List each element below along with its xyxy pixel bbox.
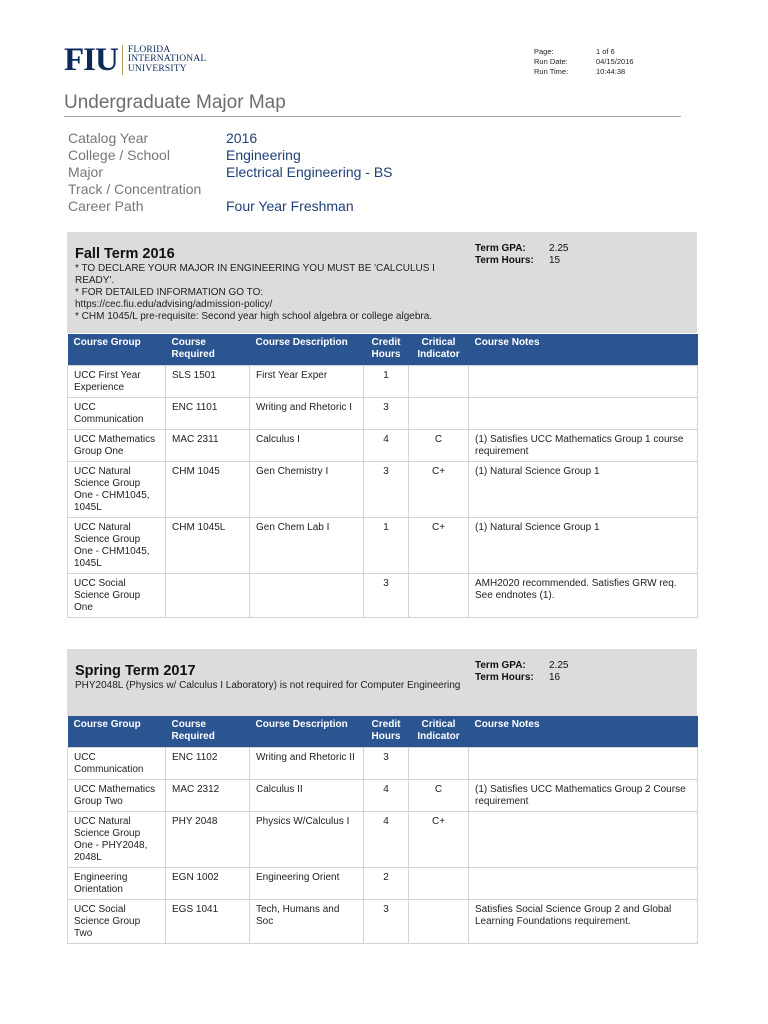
course-notes bbox=[469, 365, 698, 397]
course-required: CHM 1045 bbox=[166, 461, 250, 517]
logo-mark: FIU bbox=[64, 42, 118, 78]
course-required: PHY 2048 bbox=[166, 811, 250, 867]
detail-value: 2016 bbox=[226, 130, 258, 146]
term-header-spring bbox=[67, 649, 697, 716]
table-row bbox=[68, 461, 698, 517]
term-gpa bbox=[475, 243, 568, 255]
term-title: Fall Term 2016 bbox=[75, 246, 175, 262]
course-description: Writing and Rhetoric II bbox=[250, 747, 364, 779]
course-required: MAC 2311 bbox=[166, 429, 250, 461]
column-header: Course Group bbox=[68, 716, 166, 747]
term-hours bbox=[475, 255, 568, 267]
course-description bbox=[250, 573, 364, 617]
table-row bbox=[68, 365, 698, 397]
course-description: Tech, Humans and Soc bbox=[250, 899, 364, 943]
term-gpa-label: Term GPA: bbox=[475, 243, 526, 254]
run-info-value: 04/15/2016 bbox=[596, 57, 634, 66]
course-group: UCC Communication bbox=[68, 397, 166, 429]
course-required: EGN 1002 bbox=[166, 867, 250, 899]
table-row bbox=[68, 867, 698, 899]
run-info-row bbox=[534, 47, 634, 57]
course-required: EGS 1041 bbox=[166, 899, 250, 943]
critical-indicator: C+ bbox=[409, 517, 469, 573]
column-header: Credit Hours bbox=[364, 334, 409, 365]
logo-wordmark bbox=[128, 46, 207, 75]
course-table-spring bbox=[67, 716, 698, 944]
column-header: Course Required bbox=[166, 716, 250, 747]
detail-value: Four Year Freshman bbox=[226, 198, 354, 214]
term-note: * FOR DETAILED INFORMATION GO TO: bbox=[75, 287, 264, 298]
term-gpa bbox=[475, 660, 568, 672]
run-info-value: 1 of 6 bbox=[596, 47, 615, 56]
page-title: Undergraduate Major Map bbox=[64, 92, 286, 113]
course-group: UCC Communication bbox=[68, 747, 166, 779]
course-description: Gen Chemistry I bbox=[250, 461, 364, 517]
credit-hours: 1 bbox=[364, 517, 409, 573]
term-hours-value: 15 bbox=[549, 255, 561, 266]
term-hours-value: 16 bbox=[549, 672, 561, 683]
logo-line: FLORIDA bbox=[127, 44, 171, 55]
column-header: Course Notes bbox=[469, 716, 698, 747]
course-required: ENC 1102 bbox=[166, 747, 250, 779]
course-description: Gen Chem Lab I bbox=[250, 517, 364, 573]
term-gpa-value: 2.25 bbox=[549, 243, 569, 254]
program-details bbox=[68, 130, 393, 215]
course-required: CHM 1045L bbox=[166, 517, 250, 573]
term-note: PHY2048L (Physics w/ Calculus I Laboratory) is not required for Computer Engineering bbox=[75, 680, 461, 691]
course-notes: AMH2020 recommended. Satisfies GRW req. See endnotes (1). bbox=[469, 573, 698, 617]
course-description: Calculus I bbox=[250, 429, 364, 461]
course-notes bbox=[469, 397, 698, 429]
course-required: SLS 1501 bbox=[166, 365, 250, 397]
credit-hours: 4 bbox=[364, 429, 409, 461]
column-header: Course Description bbox=[250, 334, 364, 365]
credit-hours: 3 bbox=[364, 573, 409, 617]
course-notes: (1) Satisfies UCC Mathematics Group 2 Course requirement bbox=[469, 779, 698, 811]
page-header bbox=[64, 42, 684, 82]
title-divider bbox=[64, 116, 681, 117]
run-info-label: Run Time: bbox=[534, 67, 569, 76]
run-info-value: 10:44:38 bbox=[596, 67, 626, 76]
table-row bbox=[68, 397, 698, 429]
course-group: UCC Social Science Group One bbox=[68, 573, 166, 617]
detail-label: College / School bbox=[68, 147, 170, 163]
credit-hours: 3 bbox=[364, 461, 409, 517]
credit-hours: 4 bbox=[364, 779, 409, 811]
term-gpa-value: 2.25 bbox=[549, 660, 569, 671]
table-row bbox=[68, 517, 698, 573]
critical-indicator bbox=[409, 397, 469, 429]
term-note: * CHM 1045/L pre-requisite: Second year high school algebra or college algebra. bbox=[75, 311, 433, 322]
course-group: UCC Natural Science Group One - CHM1045, 1045L bbox=[68, 517, 166, 573]
detail-row bbox=[68, 147, 393, 164]
course-notes: (1) Natural Science Group 1 bbox=[469, 517, 698, 573]
course-required: MAC 2312 bbox=[166, 779, 250, 811]
table-row bbox=[68, 811, 698, 867]
course-required bbox=[166, 573, 250, 617]
term-note: https://cec.fiu.edu/advising/admission-policy/ bbox=[75, 299, 273, 310]
course-group: UCC Natural Science Group One - CHM1045, 1045L bbox=[68, 461, 166, 517]
term-note: * TO DECLARE YOUR MAJOR IN ENGINEERING YOU MUST BE 'CALCULUS I READY'. bbox=[75, 263, 435, 286]
course-description: Physics W/Calculus I bbox=[250, 811, 364, 867]
column-header: Course Required bbox=[166, 334, 250, 365]
run-info-label: Page: bbox=[534, 47, 554, 56]
credit-hours: 1 bbox=[364, 365, 409, 397]
table-header-row bbox=[68, 334, 698, 365]
run-info-row bbox=[534, 57, 634, 67]
course-group: UCC Mathematics Group One bbox=[68, 429, 166, 461]
term-gpa-label: Term GPA: bbox=[475, 660, 526, 671]
credit-hours: 2 bbox=[364, 867, 409, 899]
table-row bbox=[68, 573, 698, 617]
logo-divider bbox=[122, 45, 123, 75]
course-description: First Year Exper bbox=[250, 365, 364, 397]
credit-hours: 3 bbox=[364, 899, 409, 943]
detail-label: Catalog Year bbox=[68, 130, 149, 146]
critical-indicator bbox=[409, 747, 469, 779]
course-notes: (1) Natural Science Group 1 bbox=[469, 461, 698, 517]
table-row bbox=[68, 429, 698, 461]
detail-label: Major bbox=[68, 164, 104, 180]
critical-indicator: C bbox=[409, 779, 469, 811]
course-table-fall bbox=[67, 334, 698, 618]
detail-label: Career Path bbox=[68, 198, 144, 214]
term-notes bbox=[75, 263, 465, 323]
critical-indicator bbox=[409, 365, 469, 397]
course-notes: Satisfies Social Science Group 2 and Global Learning Foundations requirement. bbox=[469, 899, 698, 943]
run-info-row bbox=[534, 67, 634, 77]
run-info-label: Run Date: bbox=[534, 57, 568, 66]
term-hours-label: Term Hours: bbox=[475, 672, 534, 683]
credit-hours: 3 bbox=[364, 747, 409, 779]
run-info bbox=[534, 47, 634, 77]
logo-line: UNIVERSITY bbox=[127, 63, 187, 74]
table-row bbox=[68, 899, 698, 943]
detail-row bbox=[68, 198, 393, 215]
term-hours bbox=[475, 672, 568, 684]
column-header: Course Notes bbox=[469, 334, 698, 365]
detail-value: Engineering bbox=[226, 147, 301, 163]
course-group: UCC First Year Experience bbox=[68, 365, 166, 397]
column-header: Course Group bbox=[68, 334, 166, 365]
detail-label: Track / Concentration bbox=[68, 181, 202, 197]
term-stats bbox=[475, 243, 568, 267]
logo-line: INTERNATIONAL bbox=[127, 54, 207, 65]
course-notes bbox=[469, 747, 698, 779]
table-header-row bbox=[68, 716, 698, 747]
credit-hours: 4 bbox=[364, 811, 409, 867]
term-title: Spring Term 2017 bbox=[75, 663, 196, 679]
column-header: Credit Hours bbox=[364, 716, 409, 747]
critical-indicator: C+ bbox=[409, 461, 469, 517]
course-required: ENC 1101 bbox=[166, 397, 250, 429]
detail-row bbox=[68, 164, 393, 181]
course-group: UCC Social Science Group Two bbox=[68, 899, 166, 943]
course-notes: (1) Satisfies UCC Mathematics Group 1 course requirement bbox=[469, 429, 698, 461]
table-row bbox=[68, 779, 698, 811]
column-header: Critical Indicator bbox=[409, 334, 469, 365]
critical-indicator: C+ bbox=[409, 811, 469, 867]
term-hours-label: Term Hours: bbox=[475, 255, 534, 266]
column-header: Critical Indicator bbox=[409, 716, 469, 747]
course-group: Engineering Orientation bbox=[68, 867, 166, 899]
critical-indicator: C bbox=[409, 429, 469, 461]
critical-indicator bbox=[409, 899, 469, 943]
course-description: Engineering Orient bbox=[250, 867, 364, 899]
critical-indicator bbox=[409, 867, 469, 899]
critical-indicator bbox=[409, 573, 469, 617]
fiu-logo bbox=[64, 44, 206, 76]
course-description: Calculus II bbox=[250, 779, 364, 811]
course-description: Writing and Rhetoric I bbox=[250, 397, 364, 429]
column-header: Course Description bbox=[250, 716, 364, 747]
term-stats bbox=[475, 660, 568, 684]
course-group: UCC Mathematics Group Two bbox=[68, 779, 166, 811]
detail-value: Electrical Engineering - BS bbox=[226, 164, 393, 180]
course-notes bbox=[469, 867, 698, 899]
table-row bbox=[68, 747, 698, 779]
detail-row bbox=[68, 181, 393, 198]
course-group: UCC Natural Science Group One - PHY2048, 2048L bbox=[68, 811, 166, 867]
credit-hours: 3 bbox=[364, 397, 409, 429]
course-notes bbox=[469, 811, 698, 867]
term-header-fall bbox=[67, 232, 697, 333]
detail-row bbox=[68, 130, 393, 147]
term-notes bbox=[75, 680, 465, 692]
